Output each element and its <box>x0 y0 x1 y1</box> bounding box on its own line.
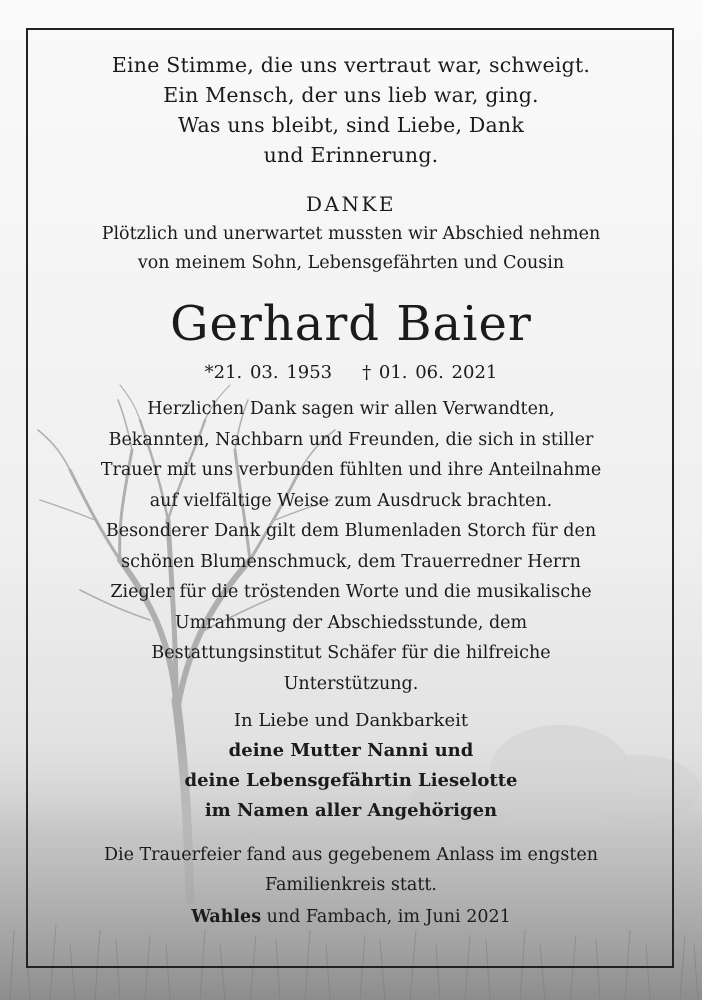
intro-line: von meinem Sohn, Lebensgefährten und Cousin <box>137 253 565 273</box>
signer-line: im Namen aller Angehörigen <box>204 800 498 821</box>
thanks-line: auf vielfältige Weise zum Ausdruck brachten. <box>149 490 553 511</box>
poem-line: Ein Mensch, der uns lieb war, ging. <box>163 83 539 107</box>
signer-line: deine Lebensgefährtin Lieselotte <box>184 770 518 791</box>
thanks-line: Umrahmung der Abschiedsstunde, dem <box>174 612 528 633</box>
thanks-line: Herzlichen Dank sagen wir allen Verwandten, <box>147 399 555 419</box>
notice-content <box>30 30 672 932</box>
signer-line: deine Mutter Nanni und <box>228 740 474 761</box>
place-bold: Wahles <box>191 907 262 927</box>
place-date <box>30 902 672 932</box>
place-rest: und Fambach, im Juni 2021 <box>261 907 511 927</box>
thanks-line: Ziegler für die tröstenden Worte und die musikalische <box>110 582 592 602</box>
death-date: † 01. 06. 2021 <box>362 362 498 383</box>
intro-text <box>30 220 672 278</box>
signers <box>30 736 672 826</box>
thanks-line: Besonderer Dank gilt dem Blumenladen Storch für den <box>105 521 597 541</box>
heading: DANKE <box>305 192 397 216</box>
thanks-text <box>30 394 672 699</box>
intro-line: Plötzlich und unerwartet mussten wir Abschied nehmen <box>101 224 601 244</box>
service-note <box>30 840 672 900</box>
deceased-name: Gerhard Baier <box>170 296 532 352</box>
thanks-line: Bekannten, Nachbarn und Freunden, die sich in stiller <box>108 429 594 450</box>
closing-phrase: In Liebe und Dankbarkeit <box>233 710 469 731</box>
thanks-line: schönen Blumenschmuck, dem Trauerredner Herrn <box>121 551 581 572</box>
birth-date: *21. 03. 1953 <box>204 362 333 383</box>
poem-line: Eine Stimme, die uns vertraut war, schweigt. <box>111 53 591 77</box>
poem-line: und Erinnerung. <box>263 143 439 167</box>
service-line: Die Trauerfeier fand aus gegebenem Anlass im engsten <box>103 845 599 865</box>
thanks-line: Unterstützung. <box>283 673 419 694</box>
thanks-line: Bestattungsinstitut Schäfer für die hilfreiche <box>151 643 551 663</box>
poem-line: Was uns bleibt, sind Liebe, Dank <box>178 113 524 137</box>
thanks-line: Trauer mit uns verbunden fühlten und ihre Anteilnahme <box>100 460 602 480</box>
life-dates <box>30 359 672 387</box>
poem <box>30 50 672 170</box>
service-line: Familienkreis statt. <box>265 875 437 895</box>
